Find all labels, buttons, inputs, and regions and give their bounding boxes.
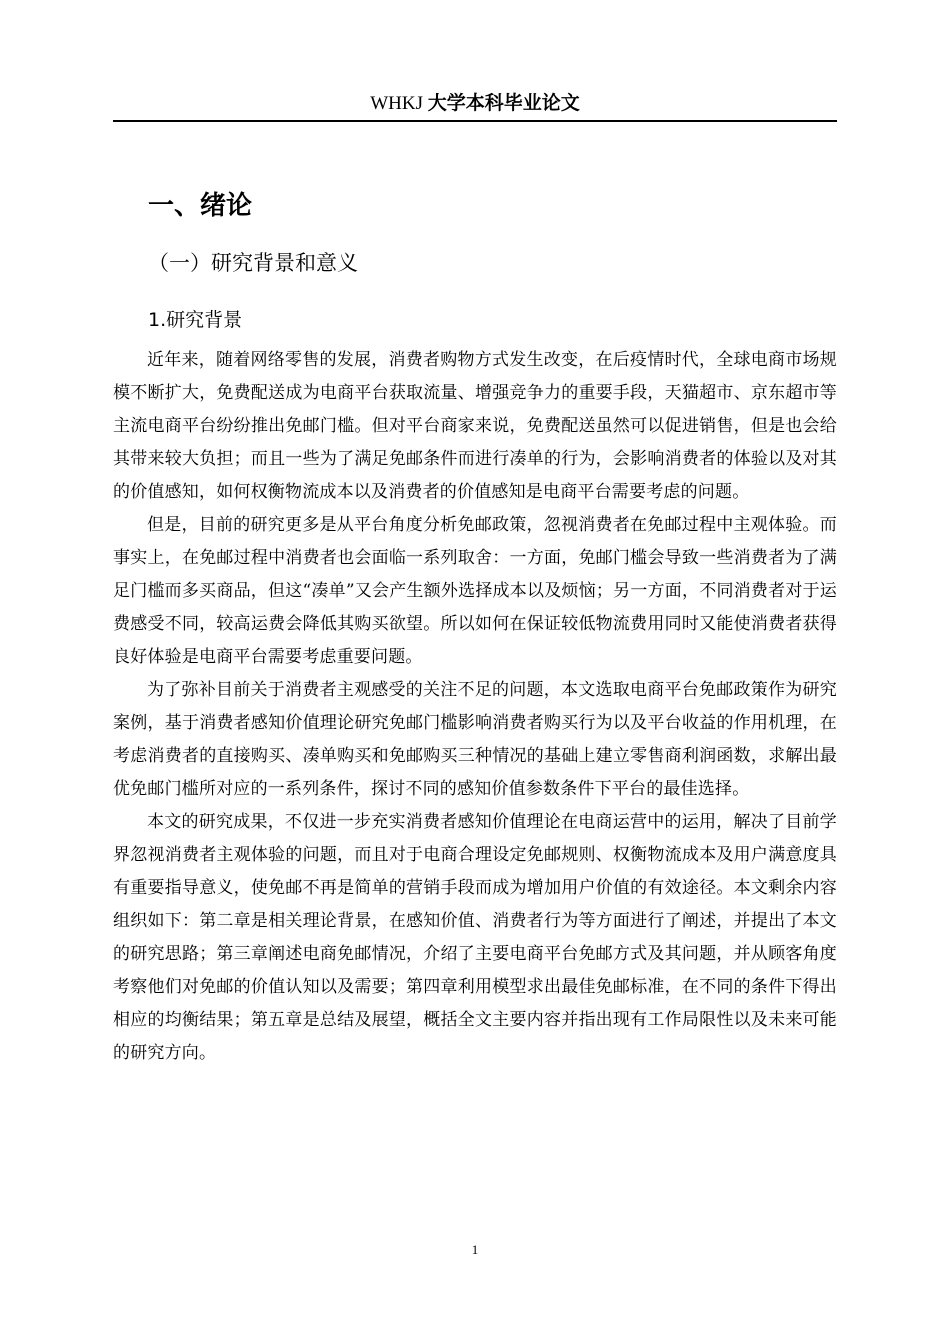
section-title: （一）研究背景和意义 <box>148 251 358 275</box>
paragraph: 但是，目前的研究更多是从平台角度分析免邮政策，忽视消费者在免邮过程中主观体验。而事实上，在免邮过程中消费者也会面临一系列取舍：一方面，免邮门槛会导致一些消费者为了满足门槛而多买商品，但这“凑单”又会产生额外选择成本以及烦恼；另一方面，不同消费者对于运费感受不同，较高运费会降低其购买欲望。所以如何在保证较低物流费用同时又能使消费者获得良好体验是电商平台需要考虑重要问题。 <box>113 515 837 667</box>
running-header <box>113 88 837 120</box>
paragraph: 为了弥补目前关于消费者主观感受的关注不足的问题，本文选取电商平台免邮政策作为研究案例，基于消费者感知价值理论研究免邮门槛影响消费者购买行为以及平台收益的作用机理，在考虑消费者的直接购买、凑单购买和免邮购买三种情况的基础上建立零售商利润函数，求解出最优免邮门槛所对应的一系列条件，探讨不同的感知价值参数条件下平台的最佳选择。 <box>113 680 837 799</box>
header-prefix: WHKJ <box>370 93 423 114</box>
body-text <box>113 344 837 1070</box>
page-number: 1 <box>471 1242 479 1257</box>
paragraph: 近年来，随着网络零售的发展，消费者购物方式发生改变，在后疫情时代，全球电商市场规模不断扩大，免费配送成为电商平台获取流量、增强竞争力的重要手段，天猫超市、京东超市等主流电商平台纷纷推出免邮门槛。但对平台商家来说，免费配送虽然可以促进销售，但是也会给其带来较大负担；而且一些为了满足免邮条件而进行凑单的行为，会影响消费者的体验以及对其的价值感知，如何权衡物流成本以及消费者的价值感知是电商平台需要考虑的问题。 <box>113 350 837 502</box>
subsection-title: 1.研究背景 <box>148 309 243 331</box>
chapter-title: 一、绪论 <box>148 191 253 221</box>
header-rule <box>113 120 837 122</box>
header-title: 大学本科毕业论文 <box>427 93 580 114</box>
paragraph: 本文的研究成果，不仅进一步充实消费者感知价值理论在电商运营中的运用，解决了目前学界忽视消费者主观体验的问题，而且对于电商合理设定免邮规则、权衡物流成本及用户满意度具有重要指导意义，使免邮不再是简单的营销手段而成为增加用户价值的有效途径。本文剩余内容组织如下：第二章是相关理论背景，在感知价值、消费者行为等方面进行了阐述，并提出了本文的研究思路；第三章阐述电商免邮情况，介绍了主要电商平台免邮方式及其问题，并从顾客角度考察他们对免邮的价值认知以及需要；第四章利用模型求出最佳免邮标准，在不同的条件下得出相应的均衡结果；第五章是总结及展望，概括全文主要内容并指出现有工作局限性以及未来可能的研究方向。 <box>113 812 837 1063</box>
